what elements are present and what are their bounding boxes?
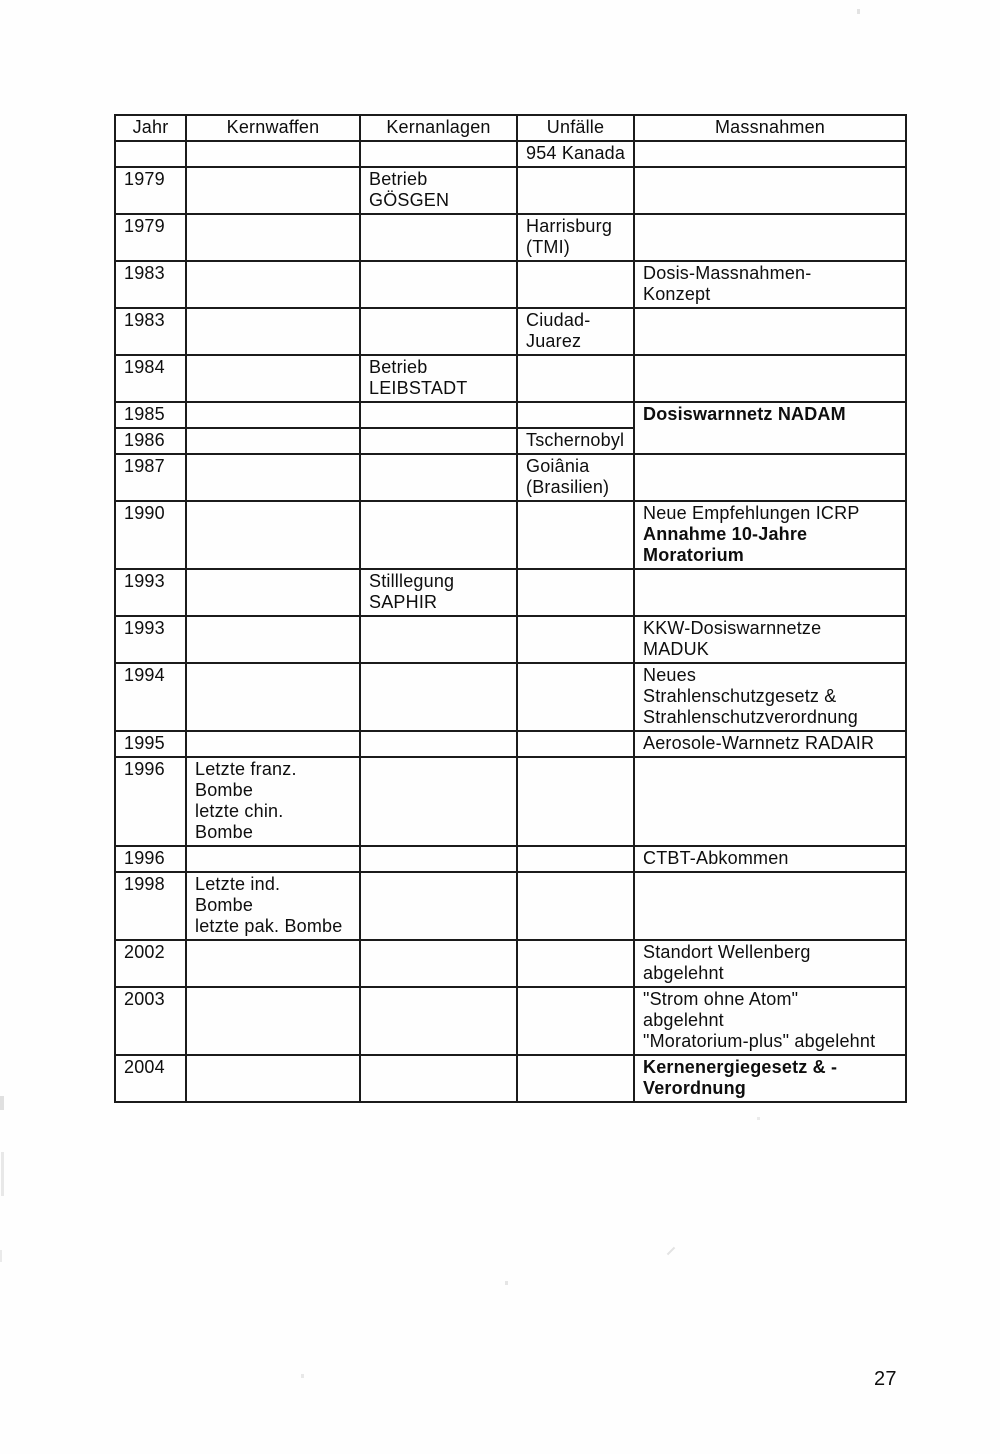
cell-kernanlagen xyxy=(360,167,517,214)
cell-kernanlagen xyxy=(360,501,517,569)
cell-line: Verordnung xyxy=(643,1078,747,1098)
cell-line: Harrisburg xyxy=(526,216,613,236)
cell-unfaelle xyxy=(517,402,634,428)
cell-unfaelle xyxy=(517,663,634,731)
cell-massnahmen xyxy=(634,872,906,940)
table-row xyxy=(115,501,906,569)
cell-jahr: 2004 xyxy=(115,1055,186,1102)
column-header-kernwaffen: Kernwaffen xyxy=(186,115,360,141)
cell-unfaelle xyxy=(517,308,634,355)
cell-kernanlagen xyxy=(360,308,517,355)
cell-jahr: 1993 xyxy=(115,569,186,616)
cell-line: Standort Wellenberg xyxy=(643,942,811,962)
cell-line: GÖSGEN xyxy=(369,190,450,210)
table-row xyxy=(115,731,906,757)
cell-line: Letzte ind. xyxy=(195,874,281,894)
cell-line: Annahme 10-Jahre xyxy=(643,524,808,544)
column-header-kernanlagen: Kernanlagen xyxy=(360,115,517,141)
cell-unfaelle xyxy=(517,757,634,846)
cell-unfaelle xyxy=(517,355,634,402)
cell-kernanlagen xyxy=(360,663,517,731)
cell-massnahmen xyxy=(634,1055,906,1102)
cell-kernanlagen xyxy=(360,454,517,501)
cell-kernanlagen xyxy=(360,757,517,846)
cell-kernwaffen xyxy=(186,663,360,731)
cell-jahr: 1983 xyxy=(115,261,186,308)
cell-jahr: 1996 xyxy=(115,757,186,846)
cell-jahr: 1985 xyxy=(115,402,186,428)
cell-jahr: 1983 xyxy=(115,308,186,355)
cell-unfaelle xyxy=(517,940,634,987)
cell-line: (Brasilien) xyxy=(526,477,610,497)
table-row xyxy=(115,872,906,940)
table-row xyxy=(115,1055,906,1102)
cell-line: letzte chin. xyxy=(195,801,284,821)
cell-line: Goiânia xyxy=(526,456,590,476)
column-header-unfaelle: Unfälle xyxy=(517,115,634,141)
cell-line: Bombe xyxy=(195,822,254,842)
table-row xyxy=(115,454,906,501)
scan-artifact xyxy=(301,1374,304,1378)
table-header-row xyxy=(115,115,906,141)
cell-kernanlagen xyxy=(360,261,517,308)
cell-unfaelle xyxy=(517,167,634,214)
cell-line: "Strom ohne Atom" xyxy=(643,989,799,1009)
cell-jahr: 1998 xyxy=(115,872,186,940)
cell-massnahmen xyxy=(634,214,906,261)
cell-jahr: 2002 xyxy=(115,940,186,987)
cell-line: Neues xyxy=(643,665,697,685)
scan-artifact xyxy=(1,1152,4,1196)
cell-kernwaffen xyxy=(186,355,360,402)
cell-unfaelle xyxy=(517,616,634,663)
cell-kernwaffen xyxy=(186,846,360,872)
cell-kernanlagen xyxy=(360,402,517,428)
scan-artifact xyxy=(667,1247,675,1255)
cell-unfaelle xyxy=(517,846,634,872)
cell-kernwaffen xyxy=(186,987,360,1055)
cell-massnahmen xyxy=(634,454,906,501)
table-row xyxy=(115,355,906,402)
cell-massnahmen xyxy=(634,141,906,167)
cell-jahr xyxy=(115,141,186,167)
cell-massnahmen xyxy=(634,167,906,214)
cell-line: SAPHIR xyxy=(369,592,438,612)
cell-line: Betrieb xyxy=(369,169,428,189)
cell-kernwaffen xyxy=(186,616,360,663)
cell-line: LEIBSTADT xyxy=(369,378,468,398)
cell-unfaelle xyxy=(517,731,634,757)
cell-line: "Moratorium-plus" abgelehnt xyxy=(643,1031,876,1051)
cell-kernanlagen xyxy=(360,428,517,454)
cell-kernwaffen xyxy=(186,757,360,846)
cell-unfaelle xyxy=(517,569,634,616)
cell-massnahmen xyxy=(634,616,906,663)
cell-line: Ciudad- xyxy=(526,310,591,330)
cell-line: Bombe xyxy=(195,780,254,800)
cell-massnahmen xyxy=(634,501,906,569)
cell-kernwaffen xyxy=(186,308,360,355)
cell-kernanlagen xyxy=(360,569,517,616)
cell-jahr: 2003 xyxy=(115,987,186,1055)
cell-kernwaffen xyxy=(186,261,360,308)
cell-jahr: 1995 xyxy=(115,731,186,757)
cell-kernanlagen xyxy=(360,872,517,940)
scan-artifact xyxy=(505,1281,508,1285)
table-row xyxy=(115,940,906,987)
table-row xyxy=(115,757,906,846)
cell-massnahmen xyxy=(634,663,906,731)
cell-kernanlagen xyxy=(360,987,517,1055)
cell-unfaelle xyxy=(517,872,634,940)
cell-line: Moratorium xyxy=(643,545,744,565)
cell-kernanlagen xyxy=(360,355,517,402)
cell-kernanlagen xyxy=(360,940,517,987)
cell-line: Kernenergiegesetz & - xyxy=(643,1057,838,1077)
cell-unfaelle xyxy=(517,261,634,308)
cell-massnahmen xyxy=(634,261,906,308)
cell-unfaelle xyxy=(517,501,634,569)
cell-massnahmen xyxy=(634,308,906,355)
cell-line: Dosiswarnnetz NADAM xyxy=(643,404,846,424)
cell-jahr: 1990 xyxy=(115,501,186,569)
cell-massnahmen xyxy=(634,757,906,846)
cell-kernwaffen xyxy=(186,731,360,757)
cell-jahr: 1984 xyxy=(115,355,186,402)
cell-jahr: 1993 xyxy=(115,616,186,663)
cell-line: letzte pak. Bombe xyxy=(195,916,343,936)
table-row xyxy=(115,141,906,167)
cell-jahr: 1986 xyxy=(115,428,186,454)
table-row xyxy=(115,846,906,872)
cell-line: Dosis-Massnahmen- xyxy=(643,263,812,283)
cell-line: Stilllegung xyxy=(369,571,455,591)
table-row xyxy=(115,616,906,663)
cell-line: Betrieb xyxy=(369,357,428,377)
column-header-jahr: Jahr xyxy=(115,115,186,141)
cell-line: abgelehnt xyxy=(643,963,724,983)
cell-kernwaffen xyxy=(186,1055,360,1102)
cell-massnahmen: CTBT-Abkommen xyxy=(634,846,906,872)
cell-massnahmen xyxy=(634,355,906,402)
cell-line: MADUK xyxy=(643,639,710,659)
table-row xyxy=(115,214,906,261)
scan-artifact xyxy=(757,1117,760,1120)
cell-unfaelle xyxy=(517,214,634,261)
cell-kernwaffen xyxy=(186,940,360,987)
cell-line: (TMI) xyxy=(526,237,570,257)
column-header-massnahmen: Massnahmen xyxy=(634,115,906,141)
cell-kernwaffen xyxy=(186,454,360,501)
page-number: 27 xyxy=(874,1368,897,1390)
table-row xyxy=(115,167,906,214)
cell-unfaelle xyxy=(517,1055,634,1102)
cell-line: Bombe xyxy=(195,895,254,915)
cell-kernanlagen xyxy=(360,1055,517,1102)
cell-jahr: 1979 xyxy=(115,167,186,214)
cell-kernanlagen xyxy=(360,616,517,663)
cell-jahr: 1987 xyxy=(115,454,186,501)
cell-line: Konzept xyxy=(643,284,711,304)
cell-jahr: 1996 xyxy=(115,846,186,872)
cell-kernwaffen xyxy=(186,501,360,569)
cell-massnahmen xyxy=(634,402,906,454)
cell-kernwaffen xyxy=(186,141,360,167)
table-row xyxy=(115,987,906,1055)
cell-line: Letzte franz. xyxy=(195,759,297,779)
cell-unfaelle: Tschernobyl xyxy=(517,428,634,454)
cell-line: Strahlenschutzgesetz & xyxy=(643,686,837,706)
cell-jahr: 1979 xyxy=(115,214,186,261)
cell-unfaelle xyxy=(517,987,634,1055)
cell-kernanlagen xyxy=(360,846,517,872)
table-row xyxy=(115,402,906,428)
history-table xyxy=(114,114,907,1103)
cell-line: KKW-Dosiswarnnetze xyxy=(643,618,822,638)
cell-massnahmen xyxy=(634,569,906,616)
cell-massnahmen xyxy=(634,940,906,987)
cell-kernanlagen xyxy=(360,141,517,167)
cell-kernwaffen xyxy=(186,569,360,616)
table-row xyxy=(115,261,906,308)
cell-kernwaffen xyxy=(186,428,360,454)
cell-line: Neue Empfehlungen ICRP xyxy=(643,503,860,523)
table-body xyxy=(115,141,906,1102)
cell-kernwaffen xyxy=(186,402,360,428)
scan-artifact xyxy=(0,1250,2,1262)
cell-unfaelle: 954 Kanada xyxy=(517,141,634,167)
cell-line: Strahlenschutzverordnung xyxy=(643,707,858,727)
cell-massnahmen xyxy=(634,987,906,1055)
scan-artifact xyxy=(0,1096,4,1110)
cell-jahr: 1994 xyxy=(115,663,186,731)
cell-kernanlagen xyxy=(360,731,517,757)
cell-kernwaffen xyxy=(186,214,360,261)
cell-line: Juarez xyxy=(526,331,582,351)
cell-kernwaffen xyxy=(186,167,360,214)
table-row xyxy=(115,569,906,616)
scan-artifact xyxy=(857,9,860,14)
cell-massnahmen: Aerosole-Warnnetz RADAIR xyxy=(634,731,906,757)
cell-unfaelle xyxy=(517,454,634,501)
table-row xyxy=(115,308,906,355)
cell-kernanlagen xyxy=(360,214,517,261)
table-row xyxy=(115,663,906,731)
cell-line: abgelehnt xyxy=(643,1010,724,1030)
cell-kernwaffen xyxy=(186,872,360,940)
